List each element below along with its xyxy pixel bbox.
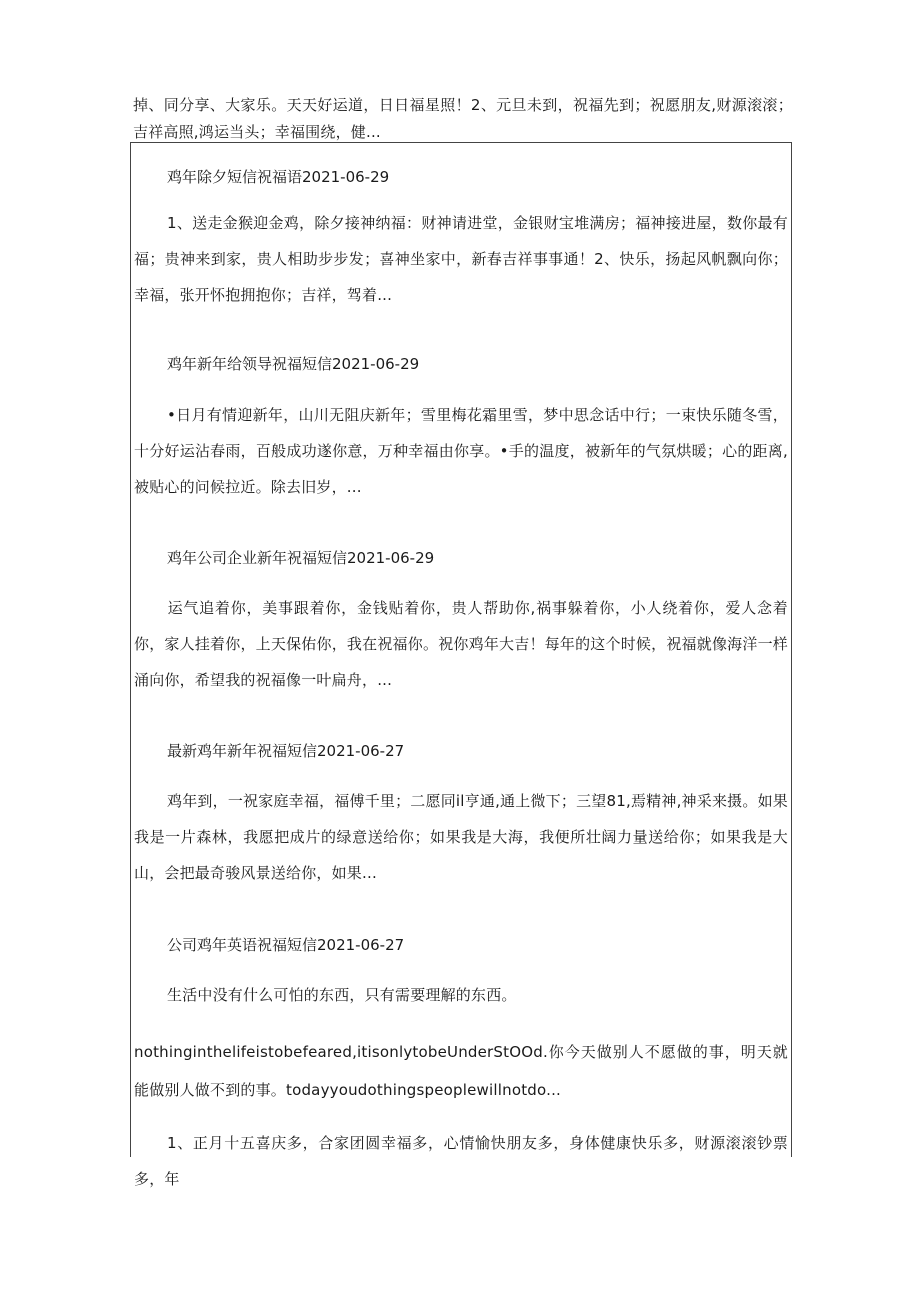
entry-body-text: 1、送走金猴迎金鸡，除夕接神纳福：财神请进堂，金银财宝堆满房；福神接进屋，数你最有福；贵神来到家，贵人相助步步发；喜神坐家中，新春吉祥事事通！2、快乐，扬起风帆飘向你；幸福，张开怀抱拥抱你；吉祥，驾着... [134, 214, 788, 304]
entry-body-text: 鸡年到，一祝家庭幸福，福傅千里；二愿同il亨通,通上微下；三望81,焉精神,神采来摄。如果我是一片森林，我愿把成片的绿意送给你；如果我是大海，我便所壮阔力量送给你；如果我是大山，会把最奇骏风景送给你，如果... [134, 792, 788, 882]
entry-body [134, 1125, 788, 1197]
entry-title[interactable]: 鸡年公司企业新年祝福短信2021-06-29 [167, 549, 435, 567]
entry-body-text: •日月有情迎新年，山川无阻庆新年；雪里梅花霜里雪，梦中思念话中行；一束快乐随冬雪，十分好运沾春雨，百般成功遂你意，万种幸福由你享。•手的温度，被新年的气氛烘暖；心的距离,被贴心的问候拉近。除去旧岁，... [134, 406, 788, 496]
entry-body-text: 1、正月十五喜庆多，合家团圆幸福多，心情愉快朋友多，身体健康快乐多，财源滚滚钞票多，年 [134, 1134, 788, 1188]
intro-paragraph: 掉、同分享、大家乐。天天好运道，日日福星照！2、元旦未到，祝福先到；祝愿朋友,财源滚滚；吉祥高照,鸿运当头；幸福围绕，健... [133, 96, 793, 141]
entry-body-text: nothinginthelifeistobefeared,itisonlytobeUnderStOOd.你今天做别人不愿做的事，明天就能做别人做不到的事。todayyoudothingspeoplewillnotdo... [134, 1043, 788, 1099]
entry-body-text: 运气追着你，美事跟着你，金钱贴着你，贵人帮助你,祸事躲着你，小人绕着你，爱人念着你，家人挂着你，上天保佑你，我在祝福你。祝你鸡年大吉！每年的这个时候，祝福就像海洋一样涌向你，希望我的祝福像一叶扁舟，... [134, 599, 788, 689]
entry-title[interactable]: 鸡年除夕短信祝福语2021-06-29 [167, 168, 390, 186]
entry-body [134, 783, 788, 891]
entries-table [130, 142, 792, 1188]
entry-body-text: 生活中没有什么可怕的东西，只有需要理解的东西。 [167, 986, 517, 1004]
entry-title[interactable]: 最新鸡年新年祝福短信2021-06-27 [167, 742, 405, 760]
entry-title[interactable]: 公司鸡年英语祝福短信2021-06-27 [167, 936, 405, 954]
entry-body [134, 397, 788, 505]
entry-body [134, 1033, 788, 1109]
entry-title[interactable]: 鸡年新年给领导祝福短信2021-06-29 [167, 355, 420, 373]
entry-body [134, 205, 788, 313]
entry-body [134, 590, 788, 698]
entry-body [134, 977, 788, 1013]
